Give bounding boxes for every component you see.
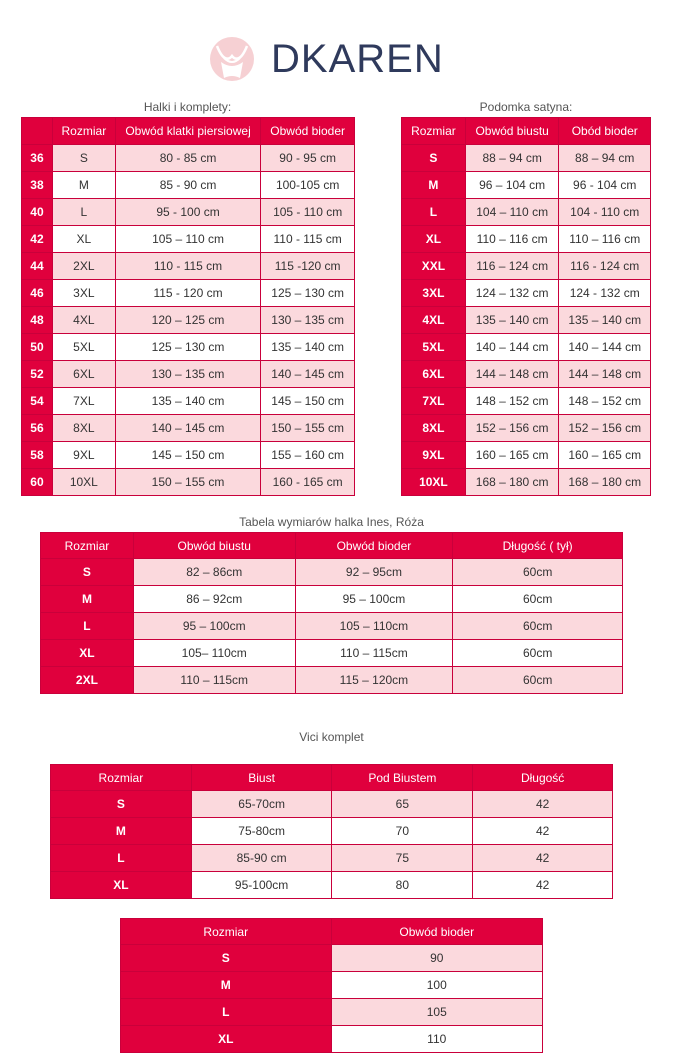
row-label-cell: 46 [22,280,53,307]
table-row [402,307,651,334]
table-cell: 88 – 94 cm [559,145,651,172]
table-cell: 95-100cm [191,872,332,899]
table-cell: 160 - 165 cm [261,469,355,496]
table-row [402,334,651,361]
header-cell: Rozmiar [51,765,192,791]
table-cell: 86 – 92cm [133,586,295,613]
table-cell: 135 – 140 cm [559,307,651,334]
table-cell: 135 – 140 cm [465,307,559,334]
brand-name: DKAREN [271,37,444,81]
row-label-cell: S [51,791,192,818]
table-cell: 140 – 145 cm [115,415,260,442]
table-row [402,361,651,388]
table-cell: 70 [332,818,473,845]
row-label-cell: 42 [22,226,53,253]
row-label-cell: 54 [22,388,53,415]
table-cell: 145 – 150 cm [115,442,260,469]
table-row [402,172,651,199]
table-row [41,613,623,640]
table-cell: 82 – 86cm [133,559,295,586]
table-cell: 75-80cm [191,818,332,845]
row-label-cell: L [41,613,134,640]
table-cell: 110 - 115 cm [115,253,260,280]
row-label-cell: 40 [22,199,53,226]
table-cell: 144 – 148 cm [559,361,651,388]
header-cell: Długość [473,765,613,791]
table-cell: 60cm [453,667,623,694]
table-cell: 80 [332,872,473,899]
table-row [121,1026,543,1053]
table-row [22,172,355,199]
table-cell: 155 – 160 cm [261,442,355,469]
table-cell: 105 - 110 cm [261,199,355,226]
vici-size-table [50,764,613,899]
table-row [51,818,613,845]
header-cell: Obód bioder [559,118,651,145]
table-cell: 135 – 140 cm [261,334,355,361]
table-cell: 60cm [453,613,623,640]
table-cell: 125 – 130 cm [115,334,260,361]
row-label-cell: XL [41,640,134,667]
row-label-cell: 52 [22,361,53,388]
table-cell: 140 – 145 cm [261,361,355,388]
table-cell: 100-105 cm [261,172,355,199]
table-row [51,872,613,899]
table-cell: 105 – 110cm [295,613,453,640]
row-label-cell: 9XL [402,442,466,469]
ines-size-table [40,532,623,694]
table-cell: 160 – 165 cm [559,442,651,469]
header-cell: Rozmiar [52,118,115,145]
row-label-cell: 10XL [402,469,466,496]
table-cell: 125 – 130 cm [261,280,355,307]
table-cell: 148 – 152 cm [465,388,559,415]
table-row [22,145,355,172]
row-label-cell: 5XL [402,334,466,361]
table-cell: 168 – 180 cm [559,469,651,496]
table-row [402,280,651,307]
brand-logo [207,36,444,82]
header-cell: Obwód bioder [331,919,543,945]
table-header-row [22,118,355,145]
table-cell: 42 [473,818,613,845]
table-header-row [41,533,623,559]
row-label-cell: XL [51,872,192,899]
table-row [22,334,355,361]
row-label-cell: XL [402,226,466,253]
table-cell: 150 – 155 cm [261,415,355,442]
table-cell: 115 – 120cm [295,667,453,694]
table-cell: 120 – 125 cm [115,307,260,334]
header-cell: Rozmiar [41,533,134,559]
table-row [402,199,651,226]
table-row [22,253,355,280]
table-cell: 160 – 165 cm [465,442,559,469]
row-label-cell: 3XL [402,280,466,307]
podomka-caption: Podomka satyna: [479,100,573,114]
table-cell: 110 [331,1026,543,1053]
table-row [402,226,651,253]
row-label-cell: 58 [22,442,53,469]
table-cell: S [52,145,115,172]
table-header-row [121,919,543,945]
halki-caption: Halki i komplety: [143,100,232,114]
row-label-cell: S [402,145,466,172]
table-cell: 140 – 144 cm [465,334,559,361]
table-row [22,226,355,253]
header-cell: Długość ( tył) [453,533,623,559]
table-cell: 60cm [453,559,623,586]
table-cell: 130 – 135 cm [115,361,260,388]
table-row [22,415,355,442]
table-cell: 90 - 95 cm [261,145,355,172]
table-cell: 110 - 115 cm [261,226,355,253]
table-cell: 110 – 115cm [295,640,453,667]
row-label-cell: 2XL [41,667,134,694]
header-cell: Biust [191,765,332,791]
table-cell: 105 [331,999,543,1026]
row-label-cell: 8XL [402,415,466,442]
header-cell: Pod Biustem [332,765,473,791]
row-label-cell: M [51,818,192,845]
row-label-cell: XXL [402,253,466,280]
table-cell: 100 [331,972,543,999]
row-label-cell: 38 [22,172,53,199]
table-row [402,469,651,496]
header-cell: Obwód bioder [261,118,355,145]
row-label-cell: 4XL [402,307,466,334]
row-label-cell: 36 [22,145,53,172]
header-cell [22,118,53,145]
table-cell: 110 – 116 cm [465,226,559,253]
table-cell: 124 - 132 cm [559,280,651,307]
table-cell: 5XL [52,334,115,361]
table-cell: 110 – 115cm [133,667,295,694]
row-label-cell: 48 [22,307,53,334]
table-cell: 96 - 104 cm [559,172,651,199]
table-cell: 152 – 156 cm [559,415,651,442]
row-label-cell: 60 [22,469,53,496]
table-row [22,388,355,415]
table-cell: 80 - 85 cm [115,145,260,172]
table-cell: 96 – 104 cm [465,172,559,199]
table-row [402,253,651,280]
table-row [22,307,355,334]
table-cell: 92 – 95cm [295,559,453,586]
row-label-cell: M [402,172,466,199]
table-cell: 3XL [52,280,115,307]
table-cell: 124 – 132 cm [465,280,559,307]
table-header-row [402,118,651,145]
header-cell: Rozmiar [402,118,466,145]
table-cell: 95 – 100cm [133,613,295,640]
table-row [402,415,651,442]
table-row [121,972,543,999]
table-row [22,361,355,388]
table-cell: XL [52,226,115,253]
table-row [121,945,543,972]
row-label-cell: 56 [22,415,53,442]
table-cell: 148 – 152 cm [559,388,651,415]
table-cell: 10XL [52,469,115,496]
table-cell: 105 – 110 cm [115,226,260,253]
table-header-row [51,765,613,791]
header-cell: Obwód klatki piersiowej [115,118,260,145]
table-cell: 95 - 100 cm [115,199,260,226]
table-row [121,999,543,1026]
table-row [22,469,355,496]
vici-caption: Vici komplet [299,730,364,744]
table-row [402,145,651,172]
row-label-cell: M [121,972,332,999]
table-row [51,845,613,872]
table-cell: 115 -120 cm [261,253,355,280]
table-cell: 104 – 110 cm [465,199,559,226]
table-cell: 135 – 140 cm [115,388,260,415]
table-row [41,667,623,694]
table-row [41,586,623,613]
ines-caption: Tabela wymiarów halka Ines, Róża [239,515,424,529]
header-cell: Rozmiar [121,919,332,945]
header-cell: Obwód biustu [133,533,295,559]
table-cell: 150 – 155 cm [115,469,260,496]
header-cell: Obwód bioder [295,533,453,559]
table-cell: 130 – 135 cm [261,307,355,334]
table-cell: 110 – 116 cm [559,226,651,253]
table-cell: 6XL [52,361,115,388]
table-cell: 116 - 124 cm [559,253,651,280]
row-label-cell: S [41,559,134,586]
table-row [51,791,613,818]
table-cell: 2XL [52,253,115,280]
table-cell: 168 – 180 cm [465,469,559,496]
table-cell: 7XL [52,388,115,415]
row-label-cell: 50 [22,334,53,361]
table-row [402,442,651,469]
podomka-size-table [401,117,651,496]
table-cell: 9XL [52,442,115,469]
row-label-cell: L [402,199,466,226]
table-row [41,559,623,586]
row-label-cell: XL [121,1026,332,1053]
table-cell: 65 [332,791,473,818]
table-cell: 104 - 110 cm [559,199,651,226]
table-row [22,280,355,307]
table-cell: 90 [331,945,543,972]
row-label-cell: 7XL [402,388,466,415]
table-cell: 65-70cm [191,791,332,818]
table-cell: 42 [473,872,613,899]
table-cell: 4XL [52,307,115,334]
table-cell: 152 – 156 cm [465,415,559,442]
table-cell: 42 [473,845,613,872]
table-cell: 88 – 94 cm [465,145,559,172]
table-cell: M [52,172,115,199]
header-cell: Obwód biustu [465,118,559,145]
row-label-cell: L [51,845,192,872]
table-cell: 42 [473,791,613,818]
table-cell: 144 – 148 cm [465,361,559,388]
table-cell: 85 - 90 cm [115,172,260,199]
row-label-cell: S [121,945,332,972]
hip-size-table [120,918,543,1053]
halki-size-table [21,117,355,496]
table-cell: 145 – 150 cm [261,388,355,415]
table-cell: 115 - 120 cm [115,280,260,307]
table-cell: 8XL [52,415,115,442]
table-cell: 85-90 cm [191,845,332,872]
row-label-cell: 6XL [402,361,466,388]
table-cell: 95 – 100cm [295,586,453,613]
row-label-cell: L [121,999,332,1026]
table-cell: 60cm [453,640,623,667]
row-label-cell: M [41,586,134,613]
table-cell: L [52,199,115,226]
table-cell: 116 – 124 cm [465,253,559,280]
row-label-cell: 44 [22,253,53,280]
table-cell: 75 [332,845,473,872]
table-row [41,640,623,667]
table-cell: 105– 110cm [133,640,295,667]
table-row [402,388,651,415]
table-cell: 140 – 144 cm [559,334,651,361]
lingerie-logo-icon [207,36,257,82]
table-row [22,199,355,226]
table-row [22,442,355,469]
table-cell: 60cm [453,586,623,613]
